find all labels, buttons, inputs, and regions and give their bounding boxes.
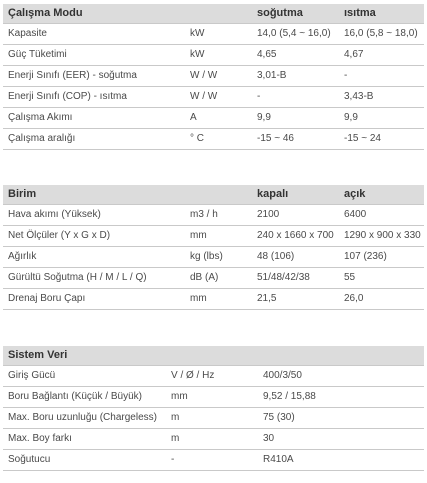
- unit-cell: mm: [185, 226, 252, 247]
- unit-cell: kg (lbs): [185, 247, 252, 268]
- header-cell: [166, 346, 258, 366]
- value-cell: -: [339, 66, 424, 87]
- unit-cell: W / W: [185, 87, 252, 108]
- unit-cell: -: [166, 450, 258, 471]
- value-cell: 30: [258, 429, 424, 450]
- value-cell: R410A: [258, 450, 424, 471]
- label-cell: Max. Boru uzunluğu (Chargeless): [3, 408, 166, 429]
- unit-cell: m: [166, 408, 258, 429]
- value-cell: 48 (106): [252, 247, 339, 268]
- label-cell: Çalışma Akımı: [3, 108, 185, 129]
- value-cell: 2100: [252, 205, 339, 226]
- label-cell: Soğutucu: [3, 450, 166, 471]
- value-cell: -15 ~ 46: [252, 129, 339, 150]
- value-cell: 16,0 (5,8 ~ 18,0): [339, 24, 424, 45]
- header-cell: Sistem Veri: [3, 346, 166, 366]
- value-cell: 3,43-B: [339, 87, 424, 108]
- header-cell: Birim: [3, 185, 185, 205]
- value-cell: 9,9: [339, 108, 424, 129]
- table-row: [3, 205, 424, 226]
- unit-cell: mm: [166, 387, 258, 408]
- header-cell: [185, 4, 252, 24]
- label-cell: Net Ölçüler (Y x G x D): [3, 226, 185, 247]
- unit-cell: A: [185, 108, 252, 129]
- label-cell: Drenaj Boru Çapı: [3, 289, 185, 310]
- label-cell: Giriş Gücü: [3, 366, 166, 387]
- label-cell: Gürültü Soğutma (H / M / L / Q): [3, 268, 185, 289]
- header-cell: [258, 346, 424, 366]
- system-data-table: [3, 346, 424, 471]
- value-cell: 14,0 (5,4 ~ 16,0): [252, 24, 339, 45]
- unit-cell: mm: [185, 289, 252, 310]
- table-row: [3, 289, 424, 310]
- table-row: [3, 268, 424, 289]
- label-cell: Güç Tüketimi: [3, 45, 185, 66]
- label-cell: Hava akımı (Yüksek): [3, 205, 185, 226]
- table-row: [3, 429, 424, 450]
- value-cell: 9,9: [252, 108, 339, 129]
- value-cell: 6400: [339, 205, 424, 226]
- table-header: [3, 346, 424, 366]
- value-cell: 107 (236): [339, 247, 424, 268]
- unit-cell: dB (A): [185, 268, 252, 289]
- table-row: [3, 226, 424, 247]
- label-cell: Çalışma aralığı: [3, 129, 185, 150]
- unit-cell: kW: [185, 24, 252, 45]
- value-cell: 4,67: [339, 45, 424, 66]
- value-cell: 26,0: [339, 289, 424, 310]
- table-header: [3, 185, 424, 205]
- table-row: [3, 387, 424, 408]
- value-cell: 3,01-B: [252, 66, 339, 87]
- value-cell: 240 x 1660 x 700: [252, 226, 339, 247]
- value-cell: 55: [339, 268, 424, 289]
- header-cell: açık: [339, 185, 424, 205]
- header-cell: ısıtma: [339, 4, 424, 24]
- unit-cell: V / Ø / Hz: [166, 366, 258, 387]
- value-cell: 1290 x 900 x 330: [339, 226, 424, 247]
- table-row: [3, 450, 424, 471]
- value-cell: 4,65: [252, 45, 339, 66]
- table-row: [3, 366, 424, 387]
- label-cell: Max. Boy farkı: [3, 429, 166, 450]
- label-cell: Boru Bağlantı (Küçük / Büyük): [3, 387, 166, 408]
- value-cell: -15 ~ 24: [339, 129, 424, 150]
- unit-cell: m: [166, 429, 258, 450]
- label-cell: Kapasite: [3, 24, 185, 45]
- header-cell: soğutma: [252, 4, 339, 24]
- unit-cell: kW: [185, 45, 252, 66]
- operation-mode-table: [3, 4, 424, 150]
- table-row: [3, 108, 424, 129]
- label-cell: Ağırlık: [3, 247, 185, 268]
- table-row: [3, 87, 424, 108]
- header-cell: [185, 185, 252, 205]
- header-cell: kapalı: [252, 185, 339, 205]
- value-cell: -: [252, 87, 339, 108]
- label-cell: Enerji Sınıfı (COP) - ısıtma: [3, 87, 185, 108]
- value-cell: 21,5: [252, 289, 339, 310]
- table-header: [3, 4, 424, 24]
- table-row: [3, 408, 424, 429]
- unit-cell: W / W: [185, 66, 252, 87]
- table-row: [3, 45, 424, 66]
- table-row: [3, 129, 424, 150]
- value-cell: 400/3/50: [258, 366, 424, 387]
- value-cell: 75 (30): [258, 408, 424, 429]
- table-row: [3, 24, 424, 45]
- label-cell: Enerji Sınıfı (EER) - soğutma: [3, 66, 185, 87]
- table-row: [3, 247, 424, 268]
- value-cell: 51/48/42/38: [252, 268, 339, 289]
- unit-cell: m3 / h: [185, 205, 252, 226]
- table-row: [3, 66, 424, 87]
- unit-cell: ° C: [185, 129, 252, 150]
- header-cell: Çalışma Modu: [3, 4, 185, 24]
- value-cell: 9,52 / 15,88: [258, 387, 424, 408]
- unit-table: [3, 185, 424, 310]
